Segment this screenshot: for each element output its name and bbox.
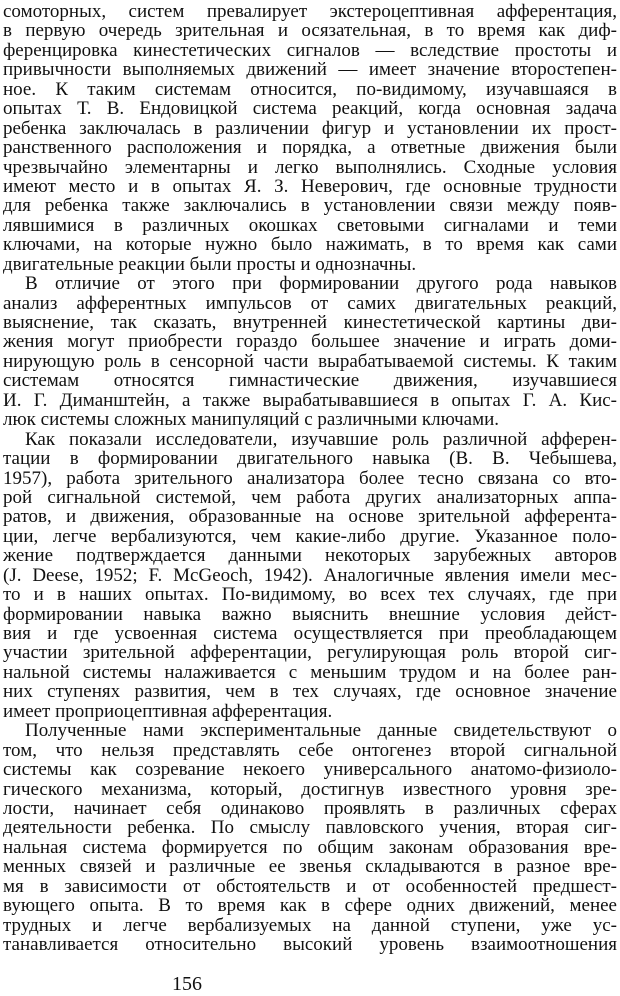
text-line: выяснение, так сказать, внутренней кинестетической картины дви- [3, 313, 617, 333]
text-line: (J. Deese, 1952; F. McGeoch, 1942). Аналогичные явления имели мес- [3, 565, 617, 586]
paragraph [3, 2, 617, 274]
text-line: Как показали исследователи, изучавшие роль различной афферен- [25, 429, 617, 450]
text-line: анализ афферентных импульсов от самих двигательных реакций, [3, 293, 617, 313]
text-line: ратов, и движения, образованные на основе зрительной афферента- [3, 507, 617, 527]
paragraph [3, 721, 617, 954]
text-line: двигательные реакции были просты и однозначны. [3, 254, 417, 275]
text-line: гического механизма, который, достигнув известного уровня зре- [3, 779, 617, 799]
text-line: ребенка заключалась в различении фигур и установлении их прост- [3, 118, 617, 139]
paragraph [3, 274, 617, 430]
text-line: том, что нельзя представлять себе онтогенез второй сигнальной [3, 740, 617, 761]
text-line: деятельности ребенка. По смыслу павловского учения, вторая сиг- [3, 818, 617, 838]
text-line: системы как созревание некоего универсального анатомо-физиоло- [3, 760, 617, 780]
text-line: рой сигнальной системой, чем работа других анализаторных аппа- [3, 487, 617, 508]
text-line: системам относятся гимнастические движения, изучавшиеся [3, 371, 617, 391]
text-line: имеют место и в опытах Я. З. Неверович, где основные трудности [3, 176, 617, 197]
text-line: них ступенях развития, чем в тех случаях, где основное значение [3, 682, 617, 702]
paragraph [3, 430, 617, 722]
page-body-text [3, 2, 617, 954]
text-line: в первую очередь зрительная и осязательная, в то время как диф- [3, 21, 617, 41]
text-line: то и в наших опытах. По-видимому, во всех тех случаях, где при [3, 585, 617, 605]
text-line: мя в зависимости от обстоятельств и от особенностей предшест- [3, 876, 617, 897]
text-line: нальная система формируется по общим законам образования вре- [3, 837, 617, 858]
text-line: для ребенка также заключались в установлении связи между появ- [3, 196, 617, 216]
text-line: ранственного расположения и порядка, а ответные движения были [3, 138, 617, 158]
text-line: вия и где усвоенная система осуществляется при преобладающем [3, 624, 617, 644]
text-line: ключами, на которые нужно было нажимать, в то время как сами [3, 235, 617, 255]
text-line: жение подтверждается данными некоторых зарубежных авторов [3, 546, 617, 566]
text-line: лости, начинает себя одинаково проявлять в различных сферах [3, 798, 617, 819]
text-line: ное. К таким системам относится, по-видимому, изучавшаяся в [3, 79, 617, 100]
text-line: танавливается относительно высокий уровень взаимоотношения [3, 935, 617, 955]
text-line: участии зрительной афферентации, регулирующая роль второй сиг- [3, 643, 617, 663]
text-line: В отличие от этого при формировании другого рода навыков [25, 274, 617, 294]
text-line: опытах Т. В. Ендовицкой система реакций, когда основная задача [3, 99, 617, 119]
text-line: имеет проприоцептивная афферентация. [3, 701, 333, 722]
text-line: чрезвычайно элементарны и легко выполнялись. Сходные условия [3, 157, 617, 177]
text-line: сомоторных, систем превалирует экстероцептивная афферентация, [3, 2, 617, 22]
text-line: менных связей и различные ее звенья складываются в разное вре- [3, 857, 617, 877]
text-line: формировании навыка важно выяснить внешние условия дейст- [3, 604, 617, 624]
text-line: вующего опыта. В то время как в сфере одних движений, менее [3, 896, 617, 916]
page-number: 156 [172, 973, 202, 995]
text-line: нирующую роль в сенсорной части вырабатываемой системы. К таким [3, 351, 617, 372]
text-line: ференцировка кинестетических сигналов — вследствие простоты и [3, 40, 617, 61]
text-line: жения могут приобрести гораздо большее значение и играть доми- [3, 332, 617, 352]
text-line: нальной системы налаживается с меньшим трудом и на более ран- [3, 662, 617, 683]
text-line: люк системы сложных манипуляций с различными ключами. [3, 410, 500, 430]
text-line: тации в формировании двигательного навыка (В. В. Чебышева, [3, 449, 617, 469]
text-line: лявшимися в различных окошках световыми сигналами и теми [3, 215, 617, 236]
text-line: привычности выполняемых движений — имеет значение второстепен- [3, 60, 617, 80]
text-line: 1957), работа зрительного анализатора более тесно связана со вто- [3, 468, 617, 488]
text-line: трудных и легче вербализуемых на данной ступени, уже ус- [3, 915, 617, 935]
text-line: ции, легче вербализуются, чем какие-либо другие. Указанное поло- [3, 526, 617, 547]
text-line: Полученные нами экспериментальные данные свидетельствуют о [25, 721, 617, 741]
text-line: И. Г. Диманштейн, а также вырабатывавшиеся в опытах Г. А. Кис- [3, 390, 617, 411]
